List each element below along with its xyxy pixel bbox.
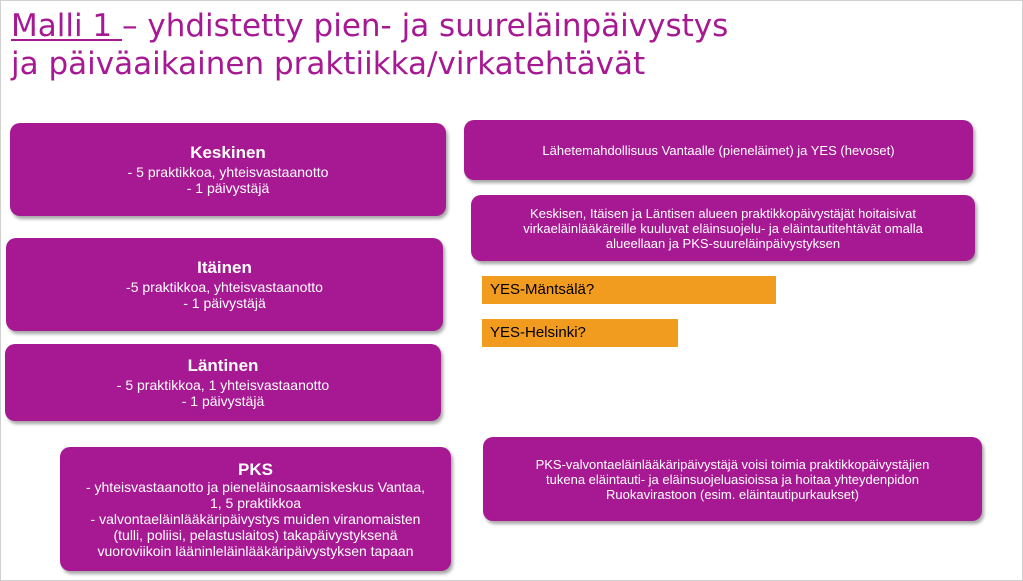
slide-title (11, 7, 1011, 83)
box-line: Lähetemahdollisuus Vantaalle (pieneläimet) ja YES (hevoset) (542, 142, 895, 158)
title-line-1 (11, 7, 1011, 45)
box-line: - 1 päivystäjä (181, 393, 265, 409)
box-line: Ruokavirastoon (esim. eläintautipurkaukset) (606, 486, 859, 502)
box-practice-duty (471, 195, 975, 261)
box-referral (464, 120, 973, 180)
box-pks (60, 447, 451, 571)
tag-yes-mantsala (482, 276, 776, 304)
tag-label: YES-Helsinki? (490, 324, 586, 341)
box-line: - 5 praktikkoa, 1 yhteisvastaanotto (116, 377, 330, 393)
box-line: - valvontaeläinlääkäripäivystys muiden viranomaisten (90, 510, 421, 527)
box-heading: Keskinen (190, 143, 266, 162)
box-line: virkaeläinlääkäreille kuuluvat eläinsuojelu- ja eläintautitehtävät omalla (523, 220, 923, 236)
box-heading: Läntinen (187, 356, 259, 375)
box-body (117, 377, 329, 409)
box-line: (tulli, poliisi, pelastuslaitos) takapäivystyksenä (113, 526, 398, 543)
title-line-2: ja päiväaikainen praktiikka/virkatehtävät (11, 46, 646, 82)
box-line: -5 praktikkoa, yhteisvastaanotto (126, 279, 323, 295)
box-itainen (6, 238, 443, 331)
box-keskinen (10, 123, 446, 216)
title-rest: – yhdistetty pien- ja suureläinpäivystys (122, 8, 729, 44)
box-line: - 1 päivystäjä (183, 295, 266, 311)
box-lantinen (5, 344, 441, 421)
tag-yes-helsinki (482, 319, 678, 347)
box-line: vuoroviikoin lääninleläinlääkäripäivystyksen tapaan (97, 542, 414, 559)
box-line: tukena eläintauti- ja eläinsuojeluasioissa ja hoitaa yhteydenpidon (546, 471, 919, 487)
box-line: - 5 praktikkoa, yhteisvastaanotto (127, 164, 329, 180)
tag-label: YES-Mäntsälä? (490, 281, 595, 298)
box-heading: Itäinen (197, 258, 252, 277)
box-body (128, 164, 329, 196)
box-line: Keskisen, Itäisen ja Läntisen alueen praktikkopäivystäjät hoitaisivat (530, 205, 916, 221)
box-line: - 1 päivystäjä (186, 180, 270, 196)
box-heading: PKS (238, 459, 273, 479)
box-line: 1, 5 praktikkoa (209, 494, 302, 511)
box-line: - yhteisvastaanotto ja pieneläinosaamiskeskus Vantaa, (85, 478, 426, 495)
box-line: alueellaan ja PKS-suureläinpäivystyksen (605, 235, 841, 251)
box-body (86, 479, 425, 559)
box-line: PKS-valvontaeläinlääkäripäivystäjä voisi toimia praktikkopäivystäjien (535, 456, 930, 472)
title-lead: Malli 1 (11, 8, 123, 44)
box-body (126, 279, 323, 311)
box-pks-supervision (483, 437, 982, 521)
